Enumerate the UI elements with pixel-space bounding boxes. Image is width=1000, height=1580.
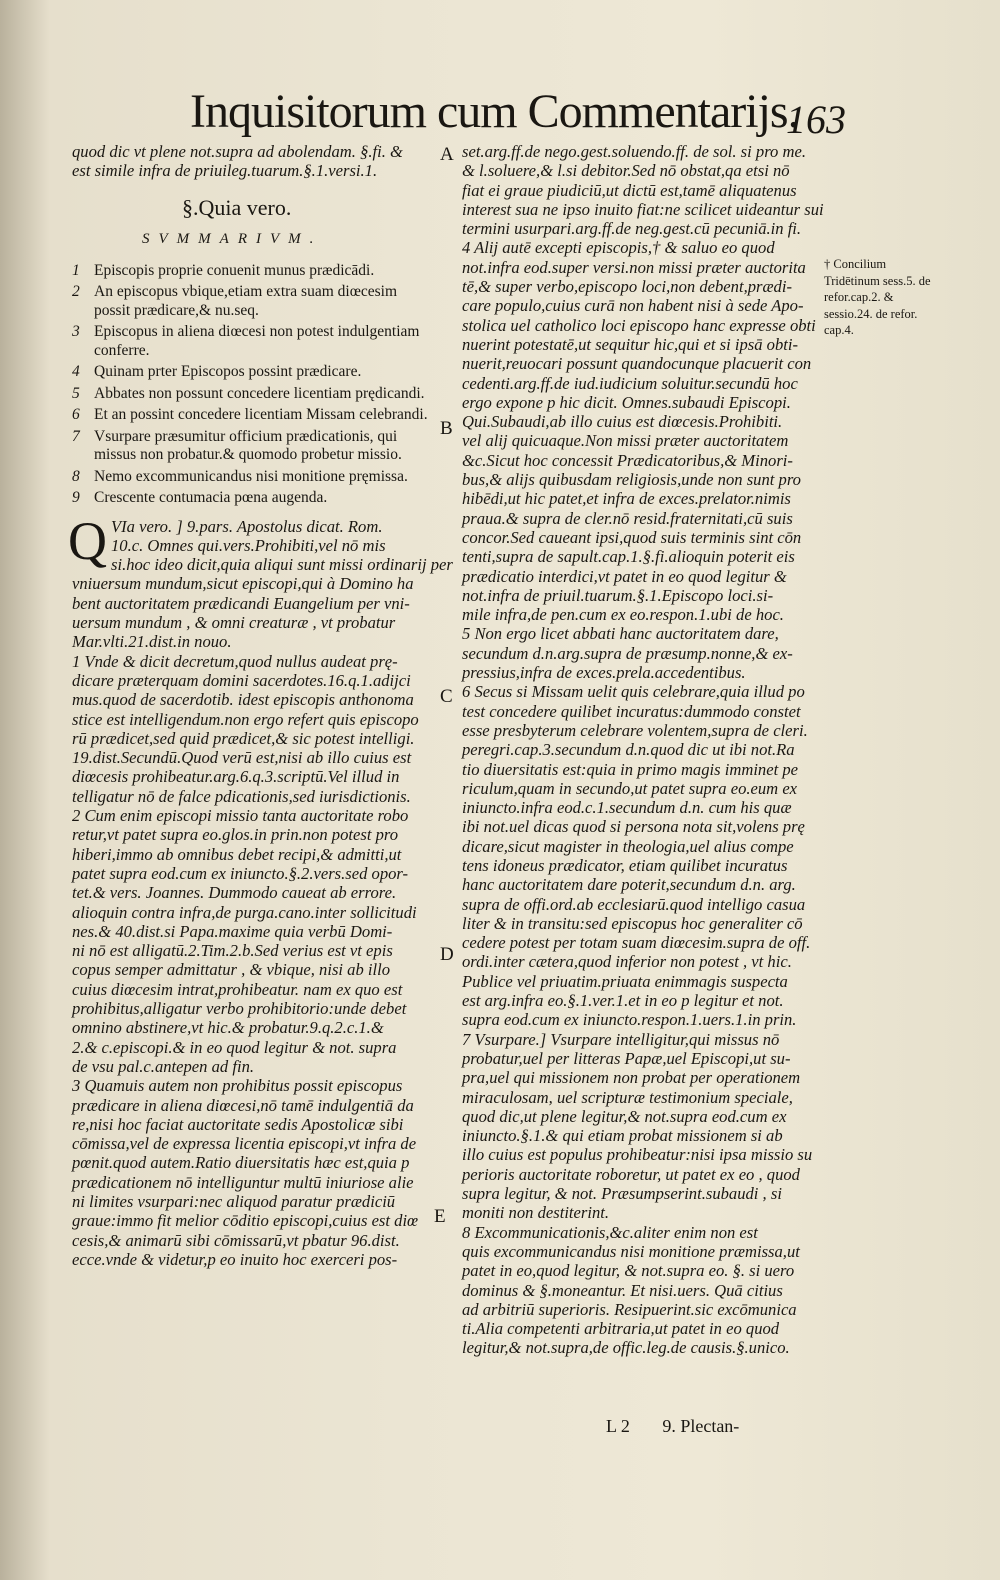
summarium-list bbox=[72, 262, 428, 508]
commentary-line: ecce.vnde & videtur,p eo inuito hoc exerceri pos- bbox=[72, 1249, 398, 1269]
page-footer bbox=[606, 1416, 767, 1437]
commentary-line: mile infra,de pen.cum ex eo.respon.1.ubi de hoc. bbox=[462, 605, 784, 625]
summarium-number: 8 bbox=[72, 467, 80, 485]
summarium-item bbox=[72, 363, 428, 382]
commentary-line: interest sua ne ipso inuito fiat:ne scilicet uideantur sui bbox=[462, 199, 824, 219]
summarium-number: 1 bbox=[72, 261, 80, 279]
left-commentary bbox=[68, 510, 453, 1270]
commentary-line: cōmissa,vel de expressa licentia episcopi,vt infra de bbox=[72, 1134, 417, 1154]
page-number: 163 bbox=[786, 97, 846, 142]
summarium-number: 5 bbox=[72, 384, 80, 402]
commentary-line: dominus & §.moneantur. Et nisi.uers. Quā citius bbox=[462, 1280, 783, 1300]
commentary-line: esse presbyterum celebrare volentem,supra de cleri. bbox=[462, 720, 808, 740]
summarium-number: 4 bbox=[72, 363, 80, 381]
commentary-line: quod dic,ut plene legitur,& not.supra eod.cum ex bbox=[462, 1106, 787, 1126]
commentary-line: rū prædicet,sed quid prædicet,& sic potest intelligi. bbox=[72, 728, 415, 748]
commentary-line: supra legitur, & not. Præsumpserint.subaudi , si bbox=[462, 1184, 782, 1204]
commentary-line: uersum mundum , & omni creaturæ , vt probatur bbox=[72, 613, 396, 633]
commentary-line: quis excommunicandus nisi monitione præmissa,ut bbox=[462, 1241, 800, 1261]
summarium-item bbox=[72, 428, 428, 465]
commentary-line: de vsu pal.c.antepen ad fin. bbox=[72, 1056, 255, 1076]
commentary-line: liter & in transitu:sed episcopus hoc generaliter cō bbox=[462, 913, 803, 933]
commentary-line: 5 Non ergo licet abbati hanc auctoritatem dare, bbox=[462, 624, 779, 644]
commentary-line: 10.c. Omnes qui.vers.Prohibiti,vel nō mis bbox=[111, 535, 386, 555]
commentary-line: hanc auctoritatem dare poterit,secundum d.n. arg. bbox=[462, 875, 796, 895]
commentary-line: set.arg.ff.de nego.gest.soluendo.ff. de sol. si pro me. bbox=[462, 142, 806, 161]
commentary-line: praua.& supra de cler.nō resid.fraternitati,cū suis bbox=[462, 508, 793, 528]
section-heading: §.Quia vero. bbox=[182, 194, 292, 220]
commentary-line: pra,uel qui missionem non probat per operationem bbox=[462, 1068, 801, 1088]
catchword: 9. Plectan- bbox=[662, 1416, 740, 1436]
commentary-line: ergo expone p hic dicit. Omnes.subaudi Episcopi. bbox=[462, 392, 791, 412]
summarium-item bbox=[72, 323, 428, 360]
summarium-number: 3 bbox=[72, 323, 80, 341]
commentary-line: patet supra eod.cum ex iniuncto.§.2.vers.sed opor- bbox=[72, 863, 409, 883]
commentary-line: omnino abstinere,vt hic.& probatur.9.q.2.c.1.& bbox=[72, 1018, 384, 1038]
summarium-item bbox=[72, 385, 428, 404]
commentary-line: Qui.Subaudi,ab illo cuius est diœcesis.Prohibiti. bbox=[462, 412, 783, 432]
commentary-line: 2 Cum enim episcopi missio tanta auctoritate robo bbox=[72, 806, 409, 826]
commentary-line: tet.& vers. Joannes. Dummodo caueat ab errore. bbox=[72, 883, 397, 903]
commentary-line: hibēdi,ut hic patet,et infra de exces.prelator.nimis bbox=[462, 489, 791, 509]
section-marker-d: D bbox=[440, 944, 454, 965]
commentary-line: est arg.infra eo.§.1.ver.1.et in eo p legitur et not. bbox=[462, 991, 784, 1011]
summarium-text: Episcopus in aliena diœcesi non potest indulgentiam conferre. bbox=[94, 323, 420, 359]
commentary-line: miraculosam, uel scripturæ testimonium speciale, bbox=[462, 1087, 793, 1107]
commentary-line: not.infra de priuil.tuarum.§.1.Episcopo loci.si- bbox=[462, 585, 774, 605]
commentary-line: Publice vel priuatim.priuata enimmagis suspecta bbox=[462, 971, 788, 991]
commentary-line: 6 Secus si Missam uelit quis celebrare,quia illud po bbox=[462, 682, 805, 702]
commentary-line: pressius,infra de exces.prela.accedentibus. bbox=[462, 663, 746, 683]
commentary-line: stice est intelligendum.non ergo refert quis episcopo bbox=[72, 709, 419, 729]
commentary-line: VIa vero. ] 9.pars. Apostolus dicat. Rom. bbox=[111, 516, 383, 536]
commentary-line: 1 Vnde & dicit decretum,quod nullus audeat prę- bbox=[72, 651, 398, 671]
commentary-line: cedere potest per totam suam diœcesim.supra de off. bbox=[462, 933, 811, 953]
commentary-line: re,nisi hoc faciat auctoritate sedis Apostolicæ sibi bbox=[72, 1114, 404, 1134]
commentary-line: cuius diœcesim intrat,prohibeatur. nam ex quo est bbox=[72, 979, 403, 999]
commentary-line: copus semper admittatur , & vbique, nisi ab illo bbox=[72, 960, 391, 980]
commentary-line: peregri.cap.3.secundum d.n.quod dic ut ibi not.Ra bbox=[462, 740, 795, 760]
commentary-line: legitur,& not.supra,de offic.leg.de causis.§.unico. bbox=[462, 1338, 790, 1358]
commentary-line: 3 Quamuis autem non prohibitus possit episcopus bbox=[72, 1076, 403, 1096]
drop-cap: Q bbox=[68, 510, 107, 571]
commentary-line: pœnit.quod autem.Ratio diuersitatis hæc est,quia p bbox=[72, 1153, 410, 1173]
summarium-number: 2 bbox=[72, 283, 80, 301]
commentary-line: tens idoneus prædicator, etiam quilibet incuratus bbox=[462, 855, 788, 875]
commentary-line: ibi not.uel dicas quod si persona nota sit,volens prę bbox=[462, 817, 805, 837]
commentary-line: 4 Alij autē excepti episcopis,† & saluo eo quod bbox=[462, 238, 775, 258]
commentary-line: cesis,& animarū sibi cōmissarū,vt pbatur 96.dist. bbox=[72, 1230, 400, 1250]
summarium-label: SVMMARIVM. bbox=[142, 230, 323, 247]
commentary-line: ni limites vsurpari:nec aliquod paratur prædiciū bbox=[72, 1191, 396, 1211]
summarium-number: 6 bbox=[72, 406, 80, 424]
section-marker-e: E bbox=[434, 1206, 446, 1227]
commentary-line: iniuncto.infra eod.c.1.secundum d.n. cum his quæ bbox=[462, 798, 792, 818]
commentary-line: dicare præterquam domini sacerdotes.16.q.1.adijci bbox=[72, 670, 411, 690]
commentary-line: 2.& c.episcopi.& in eo quod legitur & not. supra bbox=[72, 1037, 397, 1057]
commentary-line: ni nō est alligatū.2.Tim.2.b.Sed verius est vt epis bbox=[72, 941, 393, 961]
section-marker-a: A bbox=[440, 144, 454, 165]
commentary-line: care populo,cuius curā non habent nisi à sede Apo- bbox=[462, 296, 804, 316]
commentary-line: cedenti.arg.ff.de iud.iudicium soluitur.secundū hoc bbox=[462, 373, 798, 393]
running-title: Inquisitorum cum Commentarijs. bbox=[190, 85, 799, 138]
summarium-text: Abbates non possunt concedere licentiam prędicandi. bbox=[94, 384, 425, 402]
commentary-line: riculum,quam in secundo,ut patet supra eo.eum ex bbox=[462, 778, 798, 798]
commentary-line: & l.soluere,& l.si debitor.Sed nō obstat,qa etsi nō bbox=[462, 161, 790, 181]
commentary-line: 19.dist.Secundū.Quod verū est,nisi ab illo cuius est bbox=[72, 748, 412, 768]
commentary-line: prædicatio interdici,vt patet in eo quod legitur & bbox=[462, 566, 787, 586]
commentary-line: supra de offi.ord.ab ecclesiarū.quod intelligo casua bbox=[462, 894, 806, 914]
summarium-item bbox=[72, 283, 428, 320]
commentary-line: nes.& 40.dist.si Papa.maxime quia verbū Domi- bbox=[72, 921, 393, 941]
commentary-line: moniti non destiterint. bbox=[462, 1203, 610, 1223]
commentary-line: Mar.vlti.21.dist.in nouo. bbox=[72, 632, 232, 652]
commentary-line: prohibitus,alligatur verbo prohibitorio:unde debet bbox=[72, 999, 407, 1019]
commentary-line: test concedere quilibet incuratus:dummodo constet bbox=[462, 701, 801, 721]
commentary-line: termini usurpari.arg.ff.de neg.gest.cū pecuniā.in fi. bbox=[462, 219, 802, 239]
right-column bbox=[462, 142, 822, 1452]
commentary-line: retur,vt patet supra eo.glos.in prin.non potest pro bbox=[72, 825, 399, 845]
summarium-text: Crescente contumacia pœna augenda. bbox=[94, 489, 328, 507]
summarium-text: An episcopus vbique,etiam extra suam diœcesim possit prædicare,& nu.seq. bbox=[94, 283, 398, 319]
commentary-line: 8 Excommunicationis,&c.aliter enim non est bbox=[462, 1222, 758, 1242]
commentary-line: diœcesis prohibeatur.arg.6.q.3.scriptū.Vel illud in bbox=[72, 767, 400, 787]
commentary-line: hiberi,immo ab omnibus debet recipi,& admitti,ut bbox=[72, 844, 402, 864]
commentary-line: prædicationem nō intelliguntur multū iniuriose alie bbox=[72, 1172, 414, 1192]
commentary-line: si.hoc ideo dicit,quia aliqui sunt missi ordinarij per bbox=[111, 555, 453, 575]
commentary-line: stolica uel catholico loci episcopo hanc expresse obti bbox=[462, 315, 816, 335]
commentary-line: illo cuius est populus prohibeatur:nisi ipsa missio su bbox=[462, 1145, 813, 1165]
summarium-item bbox=[72, 262, 428, 281]
commentary-line: alioquin contra infra,de purga.cano.inter sollicitudi bbox=[72, 902, 417, 922]
commentary-line: graue:immo fit melior cōditio episcopi,cuius est diœ bbox=[72, 1211, 419, 1231]
marginal-note: † Concilium Tridētinum sess.5. de refor.cap.2. & sessio.24. de refor. cap.4. bbox=[824, 257, 931, 337]
commentary-line: dicare,sicut magister in theologia,uel alius compe bbox=[462, 836, 794, 856]
summarium-item bbox=[72, 468, 428, 487]
commentary-line: nuerint potestatē,ut sequitur hic,qui et si ipsā obti- bbox=[462, 334, 798, 354]
section-marker-c: C bbox=[440, 686, 453, 707]
commentary-line: concor.Sed caueant ipsi,quod suis terminis sint cōn bbox=[462, 527, 802, 547]
commentary-line: bent auctoritatem prædicandi Euangelium per vni- bbox=[72, 593, 410, 613]
left-top-line: est simile infra de priuileg.tuarum.§.1.versi.1. bbox=[72, 161, 378, 181]
commentary-line: patet in eo,quod legitur, & not.supra eo. §. si uero bbox=[462, 1261, 795, 1281]
summarium-text: Quinam prter Episcopos possint prædicare. bbox=[94, 363, 362, 381]
commentary-line: mus.quod de sacerdotib. idest episcopis anthonoma bbox=[72, 690, 414, 710]
commentary-line: tio diuersitatis est:quia in primo magis imminet pe bbox=[462, 759, 799, 779]
commentary-line: prædicare in aliena diœcesi,nō tamē indulgentiā da bbox=[72, 1095, 414, 1115]
commentary-line: bus,& alijs quibusdam religiosis,unde non sunt pro bbox=[462, 470, 801, 490]
left-column bbox=[68, 142, 453, 1452]
section-marker-b: B bbox=[440, 418, 453, 439]
commentary-line: tenti,supra de sapult.cap.1.§.fi.alioquin poterit eis bbox=[462, 547, 795, 567]
commentary-line: nuerit,reuocari possunt quandocunque placuerit con bbox=[462, 354, 812, 374]
summarium-text: Et an possint concedere licentiam Missam celebrandi. bbox=[94, 406, 428, 424]
commentary-line: iniuncto.§.1.& qui etiam probat missionem si ab bbox=[462, 1126, 783, 1146]
commentary-line: ti.Alia competenti arbitraria,ut patet in eo quod bbox=[462, 1319, 780, 1339]
commentary-line: ad arbitriū superioris. Resipuerint.sic excōmunica bbox=[462, 1299, 797, 1319]
commentary-line: ordi.inter cætera,quod inferior non potest , vt hic. bbox=[462, 952, 792, 972]
commentary-line: supra eod.cum ex iniuncto.respon.1.uers.1.in prin. bbox=[462, 1010, 797, 1030]
commentary-line: vniuersum mundum,sicut episcopi,qui à Domino ha bbox=[72, 574, 414, 594]
summarium-number: 9 bbox=[72, 489, 80, 507]
commentary-line: telligatur nō de falce pdicationis,sed iurisdictionis. bbox=[72, 786, 411, 806]
commentary-line: &c.Sicut hoc concessit Prædicatoribus,& Minori- bbox=[462, 450, 793, 470]
commentary-line: not.infra eod.super versi.non missi præter auctorita bbox=[462, 257, 806, 277]
summarium-text: Vsurpare præsumitur officium prædicationis, qui missus non probatur.& quomodo probetur missio. bbox=[94, 427, 402, 464]
commentary-line: probatur,uel per litteras Papæ,uel Episcopi,ut su- bbox=[462, 1048, 791, 1068]
summarium-text: Episcopis proprie conuenit munus prædicādi. bbox=[94, 261, 375, 279]
commentary-line: tē,& super verbo,episcopo loci,non debent,prædi- bbox=[462, 277, 792, 297]
left-top-line: quod dic vt plene not.supra ad abolendam. §.fi. & bbox=[72, 142, 403, 161]
summarium-number: 7 bbox=[72, 427, 80, 445]
commentary-line: vel alij quicuaque.Non missi præter auctoritatem bbox=[462, 431, 789, 451]
summarium-text: Nemo excommunicandus nisi monitione pręmissa. bbox=[94, 467, 408, 485]
commentary-line: 7 Vsurpare.] Vsurpare intelligitur,qui missus nō bbox=[462, 1029, 780, 1049]
summarium-item bbox=[72, 406, 428, 425]
signature-mark: L 2 bbox=[606, 1416, 630, 1436]
commentary-line: secundum d.n.arg.supra de præsump.nonne,& ex- bbox=[462, 643, 793, 663]
commentary-line: fiat ei graue piudiciū,ut dictū est,tamē aliquatenus bbox=[462, 180, 797, 200]
summarium-item bbox=[72, 489, 428, 508]
commentary-line: perioris auctoritate roboretur, ut patet ex eo , quod bbox=[462, 1164, 800, 1184]
